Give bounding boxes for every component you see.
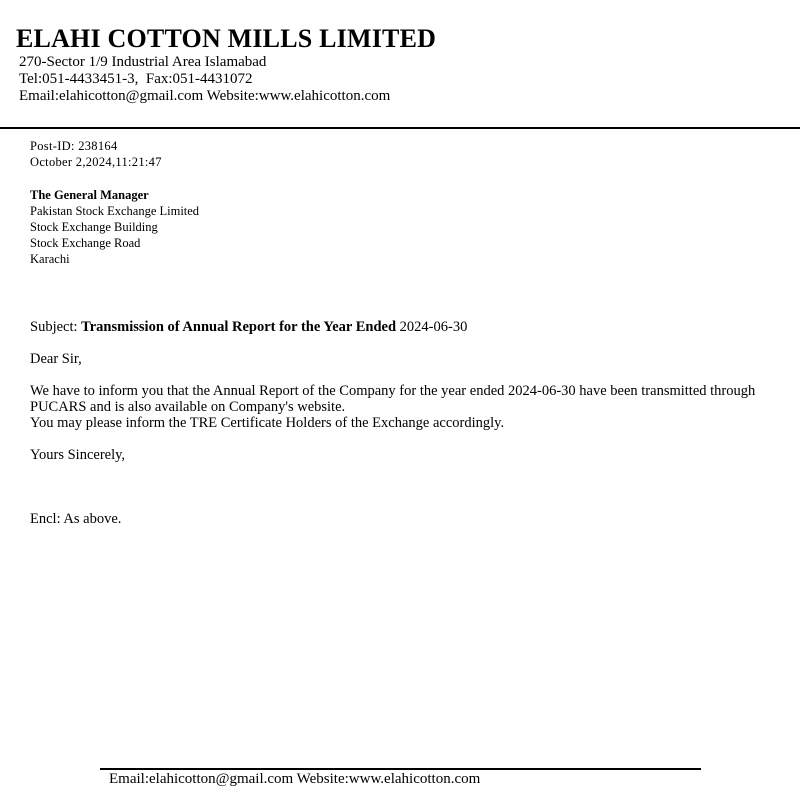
letter-body (30, 319, 800, 527)
post-meta (30, 138, 162, 170)
addressee-line: Pakistan Stock Exchange Limited (30, 204, 200, 218)
addressee-title: The General Manager (30, 188, 149, 202)
addressee-block (30, 187, 199, 267)
letterhead (16, 24, 786, 105)
salutation: Dear Sir, (30, 351, 82, 367)
company-phone-fax: Tel:051-4433451-3, Fax:051-4431072 (19, 71, 253, 87)
enclosure-note: Encl: As above. (30, 511, 122, 527)
company-address: 270-Sector 1/9 Industrial Area Islamabad (19, 54, 267, 70)
company-email-website: Email:elahicotton@gmail.com Website:www.elahicotton.com (19, 88, 391, 104)
footer-contact: Email:elahicotton@gmail.com Website:www.elahicotton.com (109, 771, 481, 787)
closing: Yours Sincerely, (30, 447, 126, 463)
post-id: Post-ID: 238164 (30, 139, 118, 153)
subject-line (30, 319, 800, 335)
subject-label: Subject: (30, 319, 78, 335)
paragraph-line: PUCARS and is also available on Company's website. (30, 399, 346, 415)
addressee-line: Stock Exchange Road (30, 236, 141, 250)
paragraph-line: We have to inform you that the Annual Report of the Company for the year ended 2024-06-30 have been transmitted through (30, 383, 756, 399)
subject-title: Transmission of Annual Report for the Year Ended (81, 319, 397, 335)
addressee-line: Karachi (30, 252, 70, 266)
header-divider (0, 127, 800, 129)
company-name: ELAHI COTTON MILLS LIMITED (16, 24, 437, 53)
addressee-line: Stock Exchange Building (30, 220, 158, 234)
subject-date: 2024-06-30 (399, 319, 468, 335)
post-datetime: October 2,2024,11:21:47 (30, 155, 162, 169)
body-paragraph (30, 383, 800, 431)
paragraph-line: You may please inform the TRE Certificate Holders of the Exchange accordingly. (30, 415, 505, 431)
footer-divider (100, 768, 701, 770)
